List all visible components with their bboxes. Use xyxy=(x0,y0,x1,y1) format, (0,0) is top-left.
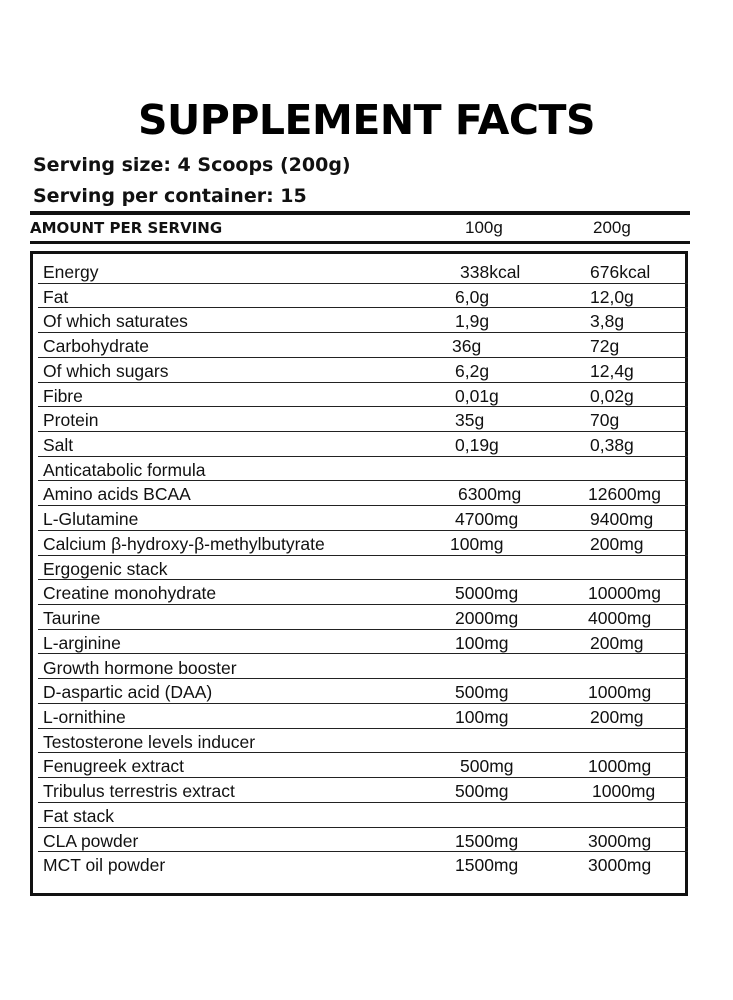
table-row xyxy=(38,803,688,828)
value-per-200g: 4000mg xyxy=(588,608,652,629)
nutrient-name: Energy xyxy=(43,262,99,282)
nutrient-name: Fat stack xyxy=(43,805,114,826)
header-rule-bottom xyxy=(30,241,690,244)
table-row xyxy=(38,432,688,457)
value-per-200g: 10000mg xyxy=(588,583,661,604)
amount-per-serving-header: AMOUNT PER SERVING xyxy=(30,219,223,237)
nutrient-name: Taurine xyxy=(43,608,101,629)
value-per-100g: 4700mg xyxy=(455,509,519,530)
value-per-100g: 0,19g xyxy=(455,435,499,456)
table-row xyxy=(38,778,688,803)
nutrient-name: Ergogenic stack xyxy=(43,558,168,579)
table-row xyxy=(38,753,688,778)
value-per-200g: 12,4g xyxy=(590,360,634,381)
table-row xyxy=(38,383,688,408)
nutrient-name: Anticatabolic formula xyxy=(43,459,206,480)
table-row xyxy=(38,852,688,877)
table-row xyxy=(38,457,688,482)
nutrient-name: Of which sugars xyxy=(43,360,169,381)
nutrient-name: Salt xyxy=(43,435,74,456)
table-row xyxy=(38,556,688,581)
value-per-200g: 3000mg xyxy=(588,855,652,876)
value-per-100g: 2000mg xyxy=(455,608,519,629)
table-row xyxy=(38,531,688,556)
page-title: SUPPLEMENT FACTS xyxy=(137,96,596,144)
table-row xyxy=(38,333,688,358)
nutrient-name: CLA powder xyxy=(43,830,139,851)
value-per-200g: 200mg xyxy=(590,706,644,727)
nutrient-name: Carbohydrate xyxy=(43,336,150,357)
nutrient-name: L-Glutamine xyxy=(43,509,139,530)
table-row xyxy=(38,284,688,309)
value-per-100g: 6,0g xyxy=(455,286,490,307)
nutrient-name: Fenugreek extract xyxy=(43,756,185,777)
nutrient-name: Fibre xyxy=(43,385,83,406)
value-per-200g: 70g xyxy=(590,410,620,431)
servings-per-container: Serving per container: 15 xyxy=(33,185,307,207)
value-per-100g: 5000mg xyxy=(455,583,519,604)
header-rule-top xyxy=(30,211,690,215)
value-per-200g: 9400mg xyxy=(590,509,654,530)
value-per-100g: 338kcal xyxy=(460,262,521,282)
value-per-100g: 1500mg xyxy=(455,855,519,876)
table-row xyxy=(38,630,688,655)
value-per-200g: 72g xyxy=(590,336,620,357)
value-per-100g: 500mg xyxy=(460,756,514,777)
value-per-100g: 100mg xyxy=(455,706,509,727)
nutrient-name: MCT oil powder xyxy=(43,855,166,876)
value-per-200g: 1000mg xyxy=(588,756,652,777)
value-per-100g: 6,2g xyxy=(455,360,490,381)
value-per-100g: 500mg xyxy=(455,682,509,703)
value-per-100g: 6300mg xyxy=(458,484,522,505)
table-row xyxy=(38,481,688,506)
nutrient-name: Tribulus terrestris extract xyxy=(43,781,235,802)
column-header-100g: 100g xyxy=(465,218,503,237)
table-row xyxy=(38,704,688,729)
nutrient-name: Calcium β-hydroxy-β-methylbutyrate xyxy=(43,533,325,554)
table-row xyxy=(38,580,688,605)
value-per-100g: 36g xyxy=(452,336,482,357)
value-per-200g: 200mg xyxy=(590,533,644,554)
column-header-200g: 200g xyxy=(593,218,631,237)
table-row xyxy=(38,308,688,333)
table-row xyxy=(38,358,688,383)
table-row xyxy=(38,655,688,680)
value-per-200g: 3,8g xyxy=(590,311,625,332)
nutrient-name: Growth hormone booster xyxy=(43,657,237,678)
value-per-200g: 1000mg xyxy=(588,682,652,703)
table-row xyxy=(38,729,688,754)
nutrient-name: Creatine monohydrate xyxy=(43,583,217,604)
value-per-200g: 0,38g xyxy=(590,435,634,456)
table-row xyxy=(38,605,688,630)
table-row xyxy=(38,828,688,853)
value-per-200g: 676kcal xyxy=(590,262,651,282)
nutrient-name: Protein xyxy=(43,410,99,431)
table-row xyxy=(38,679,688,704)
table-row xyxy=(38,407,688,432)
nutrient-name: L-ornithine xyxy=(43,706,126,727)
nutrient-name: Fat xyxy=(43,286,69,307)
value-per-200g: 1000mg xyxy=(592,781,656,802)
value-per-100g: 100mg xyxy=(455,632,509,653)
value-per-100g: 1500mg xyxy=(455,830,519,851)
nutrient-name: Amino acids BCAA xyxy=(43,484,191,505)
value-per-100g: 100mg xyxy=(450,533,504,554)
value-per-200g: 3000mg xyxy=(588,830,652,851)
value-per-100g: 35g xyxy=(455,410,485,431)
nutrient-name: L-arginine xyxy=(43,632,121,653)
value-per-100g: 500mg xyxy=(455,781,509,802)
value-per-200g: 0,02g xyxy=(590,385,634,406)
serving-size: Serving size: 4 Scoops (200g) xyxy=(33,154,351,176)
nutrient-name: D-aspartic acid (DAA) xyxy=(43,682,213,703)
nutrient-name: Of which saturates xyxy=(43,311,188,332)
value-per-200g: 12600mg xyxy=(588,484,661,505)
value-per-100g: 1,9g xyxy=(455,311,490,332)
value-per-200g: 12,0g xyxy=(590,286,634,307)
table-row xyxy=(38,259,688,284)
table-row xyxy=(38,506,688,531)
value-per-100g: 0,01g xyxy=(455,385,499,406)
nutrient-name: Testosterone levels inducer xyxy=(43,731,256,752)
value-per-200g: 200mg xyxy=(590,632,644,653)
